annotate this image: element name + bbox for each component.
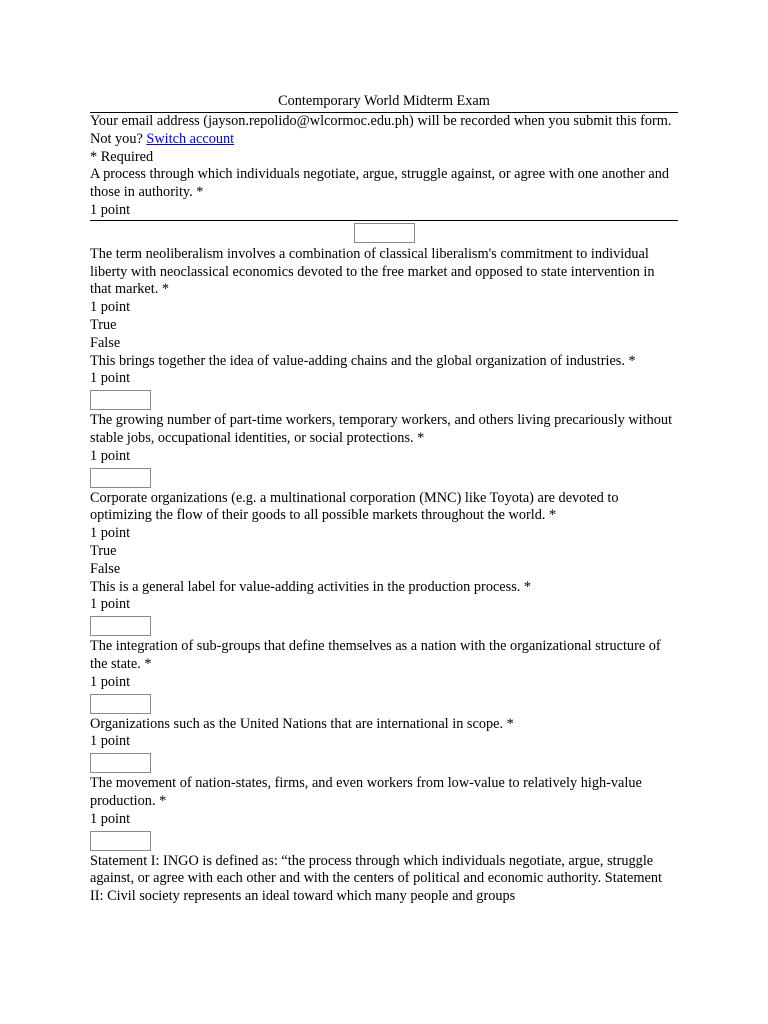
form-title: Contemporary World Midterm Exam [278, 93, 490, 109]
question-block [90, 490, 678, 579]
switch-account-link[interactable]: Switch account [146, 130, 235, 147]
question-points: 1 point [90, 201, 131, 218]
answer-input[interactable] [90, 753, 151, 773]
question-block [90, 246, 678, 353]
question-points: 1 point [90, 673, 131, 690]
option-true[interactable]: True [90, 316, 117, 333]
question-block [90, 353, 678, 411]
question-text: This brings together the idea of value-adding chains and the global organization of industries. * [90, 352, 636, 369]
section-divider [90, 220, 678, 221]
answer-input[interactable] [90, 831, 151, 851]
question-text: This is a general label for value-adding activities in the production process. * [90, 578, 532, 595]
option-true[interactable]: True [90, 542, 117, 559]
question-text: A process through which individuals negotiate, argue, struggle against, or agree with one another and those in authority. * [90, 166, 670, 201]
answer-input[interactable] [90, 616, 151, 636]
question-block [90, 716, 678, 774]
email-notice [90, 113, 678, 149]
question-points: 1 point [90, 299, 131, 316]
question-text: Organizations such as the United Nations that are international in scope. * [90, 715, 514, 732]
answer-input[interactable] [90, 390, 151, 410]
question-block [90, 412, 678, 487]
question-text: Corporate organizations (e.g. a multinational corporation (MNC) like Toyota) are devoted to optimizing the flow of their goods to all possible markets throughout the world. * [90, 489, 619, 524]
question-text: The term neoliberalism involves a combination of classical liberalism's commitment to individual liberty with neoclassical economics devoted to the free market and opposed to state intervention in that market. * [90, 245, 655, 298]
question-points: 1 point [90, 596, 131, 613]
question-block [90, 166, 678, 219]
document-page [90, 93, 678, 906]
question-text: The integration of sub-groups that define themselves as a nation with the organizational structure of the state. * [90, 638, 661, 672]
question-points: 1 point [90, 733, 131, 750]
question-points: 1 point [90, 370, 131, 387]
answer-input[interactable] [90, 468, 151, 488]
question-points: 1 point [90, 447, 131, 464]
question-text: The movement of nation-states, firms, and even workers from low-value to relatively high-value production. * [90, 775, 642, 809]
answer-input[interactable] [354, 223, 415, 243]
answer-input[interactable] [90, 694, 151, 714]
question-text: Statement I: INGO is defined as: “the process through which individuals negotiate, argue, struggle against, or agree with each other and with the centers of political and economic authority. Statement II: Civil society represents an ideal toward which many people and groups [90, 852, 662, 905]
question-block [90, 638, 678, 713]
question-block [90, 853, 678, 906]
option-false[interactable]: False [90, 560, 121, 577]
question-block [90, 579, 678, 637]
question-text: The growing number of part-time workers, temporary workers, and others living precariously without stable jobs, occupational identities, or social protections. * [90, 412, 673, 446]
required-note: * Required [90, 148, 154, 165]
option-false[interactable]: False [90, 334, 121, 351]
question-points: 1 point [90, 525, 131, 542]
question-block [90, 775, 678, 850]
question-points: 1 point [90, 810, 131, 827]
email-notice-text: Your email address (jayson.repolido@wlcormoc.edu.ph) will be recorded when you submit this form. Not you? [90, 113, 672, 147]
